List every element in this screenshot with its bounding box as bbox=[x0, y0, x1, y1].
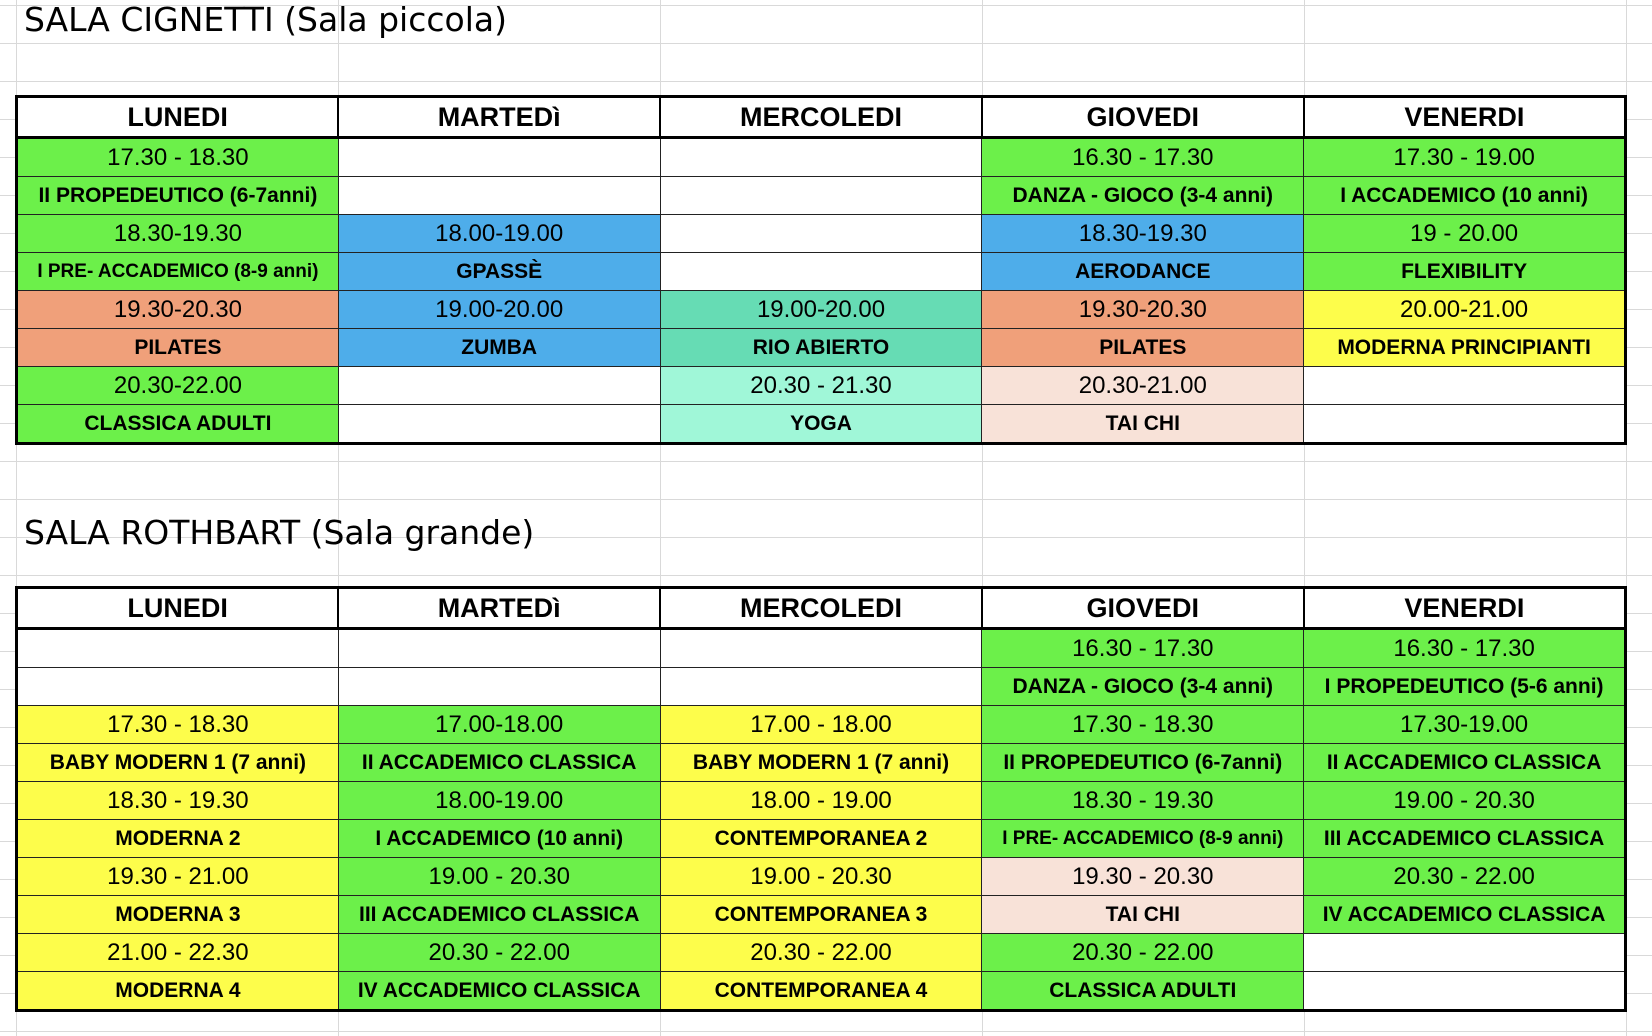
slot-class-row bbox=[17, 405, 1626, 444]
class-cell-giovedi: TAI CHI bbox=[982, 405, 1304, 444]
class-cell-martedi: GPASSÈ bbox=[338, 253, 660, 291]
time-cell-martedi: 19.00-20.00 bbox=[338, 291, 660, 329]
class-cell-martedi bbox=[338, 668, 660, 706]
time-cell-martedi: 19.00 - 20.30 bbox=[338, 858, 660, 896]
class-cell-venerdi bbox=[1304, 405, 1626, 444]
class-cell-mercoledi: RIO ABIERTO bbox=[660, 329, 982, 367]
day-header-lunedi: LUNEDI bbox=[17, 97, 339, 138]
day-header-giovedi: GIOVEDI bbox=[982, 588, 1304, 629]
class-cell-lunedi: MODERNA 4 bbox=[17, 972, 339, 1011]
time-cell-venerdi: 19 - 20.00 bbox=[1304, 215, 1626, 253]
time-cell-mercoledi: 19.00 - 20.30 bbox=[660, 858, 982, 896]
class-cell-martedi: III ACCADEMICO CLASSICA bbox=[338, 896, 660, 934]
time-cell-lunedi: 19.30 - 21.00 bbox=[17, 858, 339, 896]
class-cell-venerdi: FLEXIBILITY bbox=[1304, 253, 1626, 291]
time-cell-mercoledi: 17.00 - 18.00 bbox=[660, 706, 982, 744]
time-cell-lunedi: 17.30 - 18.30 bbox=[17, 138, 339, 177]
class-cell-mercoledi: CONTEMPORANEA 3 bbox=[660, 896, 982, 934]
class-cell-venerdi: IV ACCADEMICO CLASSICA bbox=[1304, 896, 1626, 934]
time-cell-martedi bbox=[338, 629, 660, 668]
class-cell-venerdi: II ACCADEMICO CLASSICA bbox=[1304, 744, 1626, 782]
time-cell-lunedi: 20.30-22.00 bbox=[17, 367, 339, 405]
class-cell-venerdi: III ACCADEMICO CLASSICA bbox=[1304, 820, 1626, 858]
sala-rothbart-schedule bbox=[15, 586, 1627, 1012]
class-cell-lunedi: MODERNA 3 bbox=[17, 896, 339, 934]
class-cell-giovedi: AERODANCE bbox=[982, 253, 1304, 291]
sala-rothbart-title: SALA ROTHBART (Sala grande) bbox=[24, 513, 535, 552]
class-cell-venerdi bbox=[1304, 972, 1626, 1011]
day-header-martedi: MARTEDì bbox=[338, 97, 660, 138]
class-cell-mercoledi bbox=[660, 668, 982, 706]
time-cell-giovedi: 18.30-19.30 bbox=[982, 215, 1304, 253]
class-cell-lunedi: PILATES bbox=[17, 329, 339, 367]
day-header-lunedi: LUNEDI bbox=[17, 588, 339, 629]
class-cell-mercoledi: BABY MODERN 1 (7 anni) bbox=[660, 744, 982, 782]
sala-cignetti-schedule bbox=[15, 95, 1627, 445]
slot-time-row bbox=[17, 367, 1626, 405]
class-cell-giovedi: PILATES bbox=[982, 329, 1304, 367]
class-cell-martedi: I ACCADEMICO (10 anni) bbox=[338, 820, 660, 858]
time-cell-venerdi: 17.30 - 19.00 bbox=[1304, 138, 1626, 177]
slot-time-row bbox=[17, 138, 1626, 177]
class-cell-lunedi: I PRE- ACCADEMICO (8-9 anni) bbox=[17, 253, 339, 291]
class-cell-giovedi: II PROPEDEUTICO (6-7anni) bbox=[982, 744, 1304, 782]
day-header-venerdi: VENERDI bbox=[1304, 588, 1626, 629]
class-cell-martedi bbox=[338, 405, 660, 444]
time-cell-lunedi: 21.00 - 22.30 bbox=[17, 934, 339, 972]
time-cell-giovedi: 20.30-21.00 bbox=[982, 367, 1304, 405]
class-cell-giovedi: DANZA - GIOCO (3-4 anni) bbox=[982, 177, 1304, 215]
day-header-martedi: MARTEDì bbox=[338, 588, 660, 629]
time-cell-martedi: 18.00-19.00 bbox=[338, 215, 660, 253]
slot-class-row bbox=[17, 820, 1626, 858]
time-cell-venerdi: 19.00 - 20.30 bbox=[1304, 782, 1626, 820]
class-cell-lunedi: MODERNA 2 bbox=[17, 820, 339, 858]
day-header-row bbox=[17, 588, 1626, 629]
time-cell-venerdi: 17.30-19.00 bbox=[1304, 706, 1626, 744]
day-header-venerdi: VENERDI bbox=[1304, 97, 1626, 138]
class-cell-giovedi: TAI CHI bbox=[982, 896, 1304, 934]
class-cell-lunedi: BABY MODERN 1 (7 anni) bbox=[17, 744, 339, 782]
time-cell-mercoledi: 20.30 - 22.00 bbox=[660, 934, 982, 972]
time-cell-giovedi: 16.30 - 17.30 bbox=[982, 138, 1304, 177]
time-cell-venerdi: 20.30 - 22.00 bbox=[1304, 858, 1626, 896]
class-cell-venerdi: MODERNA PRINCIPIANTI bbox=[1304, 329, 1626, 367]
time-cell-lunedi bbox=[17, 629, 339, 668]
class-cell-venerdi: I PROPEDEUTICO (5-6 anni) bbox=[1304, 668, 1626, 706]
time-cell-martedi: 18.00-19.00 bbox=[338, 782, 660, 820]
time-cell-giovedi: 19.30-20.30 bbox=[982, 291, 1304, 329]
slot-time-row bbox=[17, 629, 1626, 668]
time-cell-venerdi bbox=[1304, 934, 1626, 972]
slot-time-row bbox=[17, 858, 1626, 896]
time-cell-lunedi: 17.30 - 18.30 bbox=[17, 706, 339, 744]
time-cell-lunedi: 18.30-19.30 bbox=[17, 215, 339, 253]
day-header-giovedi: GIOVEDI bbox=[982, 97, 1304, 138]
time-cell-martedi bbox=[338, 138, 660, 177]
time-cell-mercoledi: 18.00 - 19.00 bbox=[660, 782, 982, 820]
time-cell-lunedi: 18.30 - 19.30 bbox=[17, 782, 339, 820]
slot-class-row bbox=[17, 253, 1626, 291]
class-cell-mercoledi bbox=[660, 253, 982, 291]
time-cell-venerdi bbox=[1304, 367, 1626, 405]
time-cell-mercoledi: 20.30 - 21.30 bbox=[660, 367, 982, 405]
class-cell-martedi bbox=[338, 177, 660, 215]
time-cell-mercoledi bbox=[660, 215, 982, 253]
slot-time-row bbox=[17, 934, 1626, 972]
time-cell-giovedi: 16.30 - 17.30 bbox=[982, 629, 1304, 668]
class-cell-martedi: ZUMBA bbox=[338, 329, 660, 367]
class-cell-giovedi: DANZA - GIOCO (3-4 anni) bbox=[982, 668, 1304, 706]
slot-time-row bbox=[17, 706, 1626, 744]
time-cell-martedi: 17.00-18.00 bbox=[338, 706, 660, 744]
time-cell-venerdi: 16.30 - 17.30 bbox=[1304, 629, 1626, 668]
day-header-mercoledi: MERCOLEDI bbox=[660, 97, 982, 138]
slot-class-row bbox=[17, 972, 1626, 1011]
slot-time-row bbox=[17, 215, 1626, 253]
class-cell-lunedi: II PROPEDEUTICO (6-7anni) bbox=[17, 177, 339, 215]
slot-class-row bbox=[17, 896, 1626, 934]
class-cell-venerdi: I ACCADEMICO (10 anni) bbox=[1304, 177, 1626, 215]
time-cell-venerdi: 20.00-21.00 bbox=[1304, 291, 1626, 329]
class-cell-martedi: II ACCADEMICO CLASSICA bbox=[338, 744, 660, 782]
class-cell-giovedi: I PRE- ACCADEMICO (8-9 anni) bbox=[982, 820, 1304, 858]
class-cell-martedi: IV ACCADEMICO CLASSICA bbox=[338, 972, 660, 1011]
slot-class-row bbox=[17, 668, 1626, 706]
class-cell-mercoledi bbox=[660, 177, 982, 215]
time-cell-martedi bbox=[338, 367, 660, 405]
sala-cignetti-title: SALA CIGNETTI (Sala piccola) bbox=[24, 0, 507, 39]
class-cell-mercoledi: CONTEMPORANEA 2 bbox=[660, 820, 982, 858]
class-cell-giovedi: CLASSICA ADULTI bbox=[982, 972, 1304, 1011]
time-cell-giovedi: 17.30 - 18.30 bbox=[982, 706, 1304, 744]
class-cell-lunedi bbox=[17, 668, 339, 706]
time-cell-mercoledi: 19.00-20.00 bbox=[660, 291, 982, 329]
class-cell-mercoledi: CONTEMPORANEA 4 bbox=[660, 972, 982, 1011]
time-cell-martedi: 20.30 - 22.00 bbox=[338, 934, 660, 972]
time-cell-mercoledi bbox=[660, 138, 982, 177]
slot-time-row bbox=[17, 782, 1626, 820]
day-header-row bbox=[17, 97, 1626, 138]
time-cell-lunedi: 19.30-20.30 bbox=[17, 291, 339, 329]
class-cell-mercoledi: YOGA bbox=[660, 405, 982, 444]
day-header-mercoledi: MERCOLEDI bbox=[660, 588, 982, 629]
slot-time-row bbox=[17, 291, 1626, 329]
slot-class-row bbox=[17, 177, 1626, 215]
class-cell-lunedi: CLASSICA ADULTI bbox=[17, 405, 339, 444]
time-cell-giovedi: 18.30 - 19.30 bbox=[982, 782, 1304, 820]
time-cell-giovedi: 20.30 - 22.00 bbox=[982, 934, 1304, 972]
time-cell-mercoledi bbox=[660, 629, 982, 668]
slot-class-row bbox=[17, 329, 1626, 367]
time-cell-giovedi: 19.30 - 20.30 bbox=[982, 858, 1304, 896]
slot-class-row bbox=[17, 744, 1626, 782]
